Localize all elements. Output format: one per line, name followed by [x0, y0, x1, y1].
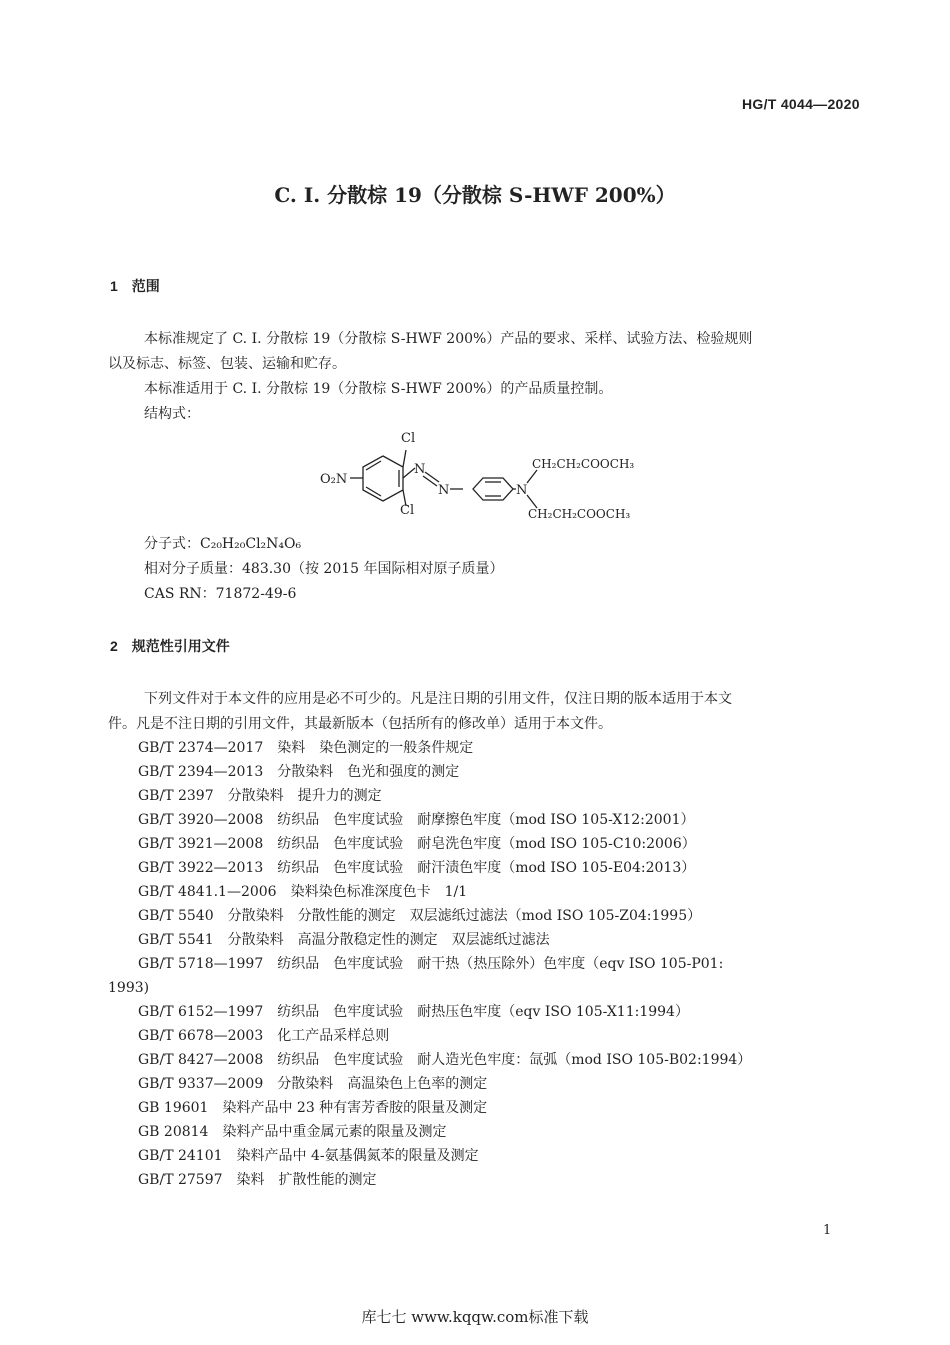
- reference-item: GB 20814 染料产品中重金属元素的限量及测定: [138, 1124, 447, 1140]
- benzene-ring-left: [363, 456, 403, 501]
- section-heading-scope: 1 范围: [110, 278, 160, 294]
- scope-paragraph-line1: 本标准规定了 C. I. 分散棕 19（分散棕 S-HWF 200%）产品的要求、采样、试验方法、检验规则: [144, 331, 753, 347]
- reference-item: GB/T 9337—2009 分散染料 高温染色上色率的测定: [138, 1076, 488, 1092]
- footer-watermark: 库七七 www.kqqw.com标准下载: [361, 1308, 589, 1326]
- reference-item: GB/T 3921—2008 纺织品 色牢度试验 耐皂洗色牢度（mod ISO 105-C10:2006）: [138, 836, 696, 852]
- reference-item: GB/T 24101 染料产品中 4-氨基偶氮苯的限量及测定: [138, 1148, 479, 1164]
- reference-item: GB/T 2394—2013 分散染料 色光和强度的测定: [138, 764, 460, 780]
- amine-nitrogen-label: N: [516, 483, 528, 498]
- ester-chain-top-label: CH₂CH₂COOCH₃: [532, 457, 635, 471]
- reference-item: GB/T 6152—1997 纺织品 色牢度试验 耐热压色牢度（eqv ISO 105-X11:1994）: [138, 1004, 689, 1020]
- page-number: 1: [823, 1223, 832, 1238]
- reference-item: GB/T 3922—2013 纺织品 色牢度试验 耐汗渍色牢度（mod ISO 105-E04:2013）: [138, 860, 696, 876]
- relative-molecular-mass: 相对分子质量：483.30（按 2015 年国际相对原子质量）: [144, 561, 504, 577]
- chlorine-top-label: Cl: [401, 431, 416, 446]
- reference-item: GB/T 27597 染料 扩散性能的测定: [138, 1172, 377, 1188]
- molecular-formula: 分子式：C₂₀H₂₀Cl₂N₄O₆: [144, 536, 302, 552]
- azo-nitrogen-1-label: N: [414, 462, 426, 477]
- reference-item: GB/T 2397 分散染料 提升力的测定: [138, 788, 382, 804]
- reference-item: GB/T 5718—1997 纺织品 色牢度试验 耐干热（热压除外）色牢度（eqv ISO 105-P01:: [138, 956, 724, 972]
- document-title: C. I. 分散棕 19（分散棕 S-HWF 200%）: [274, 183, 676, 207]
- reference-item: GB/T 2374—2017 染料 染色测定的一般条件规定: [138, 740, 474, 756]
- references-intro-line1: 下列文件对于本文件的应用是必不可少的。凡是注日期的引用文件，仅注日期的版本适用于本文: [144, 691, 732, 707]
- reference-list: [108, 736, 752, 1192]
- reference-item-continuation: 1993): [108, 980, 150, 996]
- standard-code: HG/T 4044—2020: [742, 96, 860, 112]
- references-intro-line2: 件。凡是不注日期的引用文件，其最新版本（包括所有的修改单）适用于本文件。: [108, 716, 612, 732]
- benzene-ring-right: [473, 478, 513, 500]
- structural-formula: [318, 428, 648, 528]
- reference-item: GB/T 6678—2003 化工产品采样总则: [138, 1028, 390, 1044]
- nitro-group-label: O₂N: [320, 472, 348, 487]
- azo-nitrogen-2-label: N: [438, 483, 450, 498]
- structure-label: 结构式：: [144, 406, 200, 422]
- section-heading-normative-references: 2 规范性引用文件: [110, 638, 230, 654]
- chlorine-bottom-label: Cl: [400, 503, 415, 518]
- reference-item: GB/T 5541 分散染料 高温分散稳定性的测定 双层滤纸过滤法: [138, 932, 550, 948]
- reference-item: GB/T 4841.1—2006 染料染色标准深度色卡 1/1: [138, 884, 468, 900]
- cas-registry-number: CAS RN：71872-49-6: [144, 586, 297, 602]
- ester-chain-bottom-label: CH₂CH₂COOCH₃: [528, 507, 631, 521]
- reference-item: GB/T 5540 分散染料 分散性能的测定 双层滤纸过滤法（mod ISO 105-Z04:1995）: [138, 908, 702, 924]
- reference-item: GB/T 8427—2008 纺织品 色牢度试验 耐人造光色牢度：氙弧（mod ISO 105-B02:1994）: [138, 1052, 752, 1068]
- applicability-paragraph: 本标准适用于 C. I. 分散棕 19（分散棕 S-HWF 200%）的产品质量控制。: [144, 381, 613, 397]
- scope-paragraph-line2: 以及标志、标签、包装、运输和贮存。: [108, 356, 346, 372]
- reference-item: GB 19601 染料产品中 23 种有害芳香胺的限量及测定: [138, 1100, 488, 1116]
- reference-item: GB/T 3920—2008 纺织品 色牢度试验 耐摩擦色牢度（mod ISO 105-X12:2001）: [138, 812, 695, 828]
